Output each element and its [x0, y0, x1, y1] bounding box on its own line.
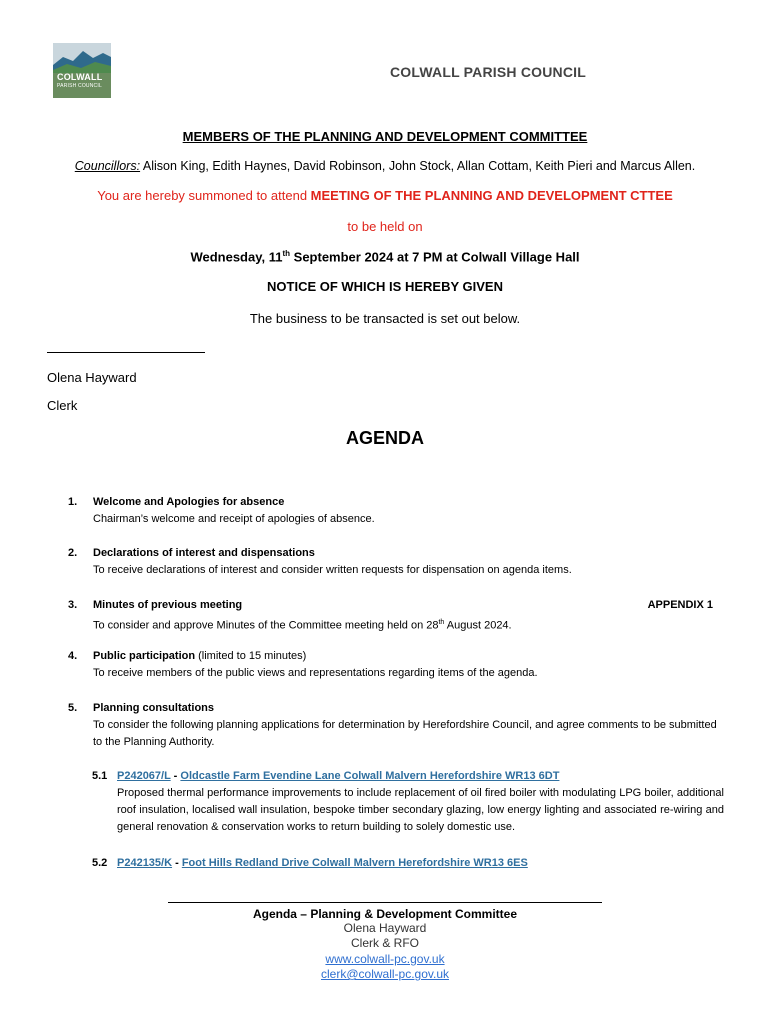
clerk-role: Clerk [47, 398, 78, 413]
application-ref-link[interactable]: P242135/K [117, 857, 173, 869]
application-description: Proposed thermal performance improvements to include replacement of oil fired boiler with modulating LPG boiler, additional roof insulation, localised wall insulation, bespoke timber secondary glazing, low energy lighting and associated re-wiring and general renovation & conservation works to return building to solely domestic use. [117, 787, 724, 833]
application-heading [117, 855, 724, 872]
agenda-item-5 [68, 700, 728, 751]
appendix-label: APPENDIX 1 [647, 599, 713, 611]
item-title: Public participation [93, 650, 196, 662]
date-sup: th [282, 249, 291, 258]
sub-item-number: 5.1 [92, 770, 108, 782]
agenda-item-1 [68, 494, 728, 528]
councillors-label: Councillors: [74, 159, 141, 173]
summons-intro: You are hereby summoned to attend [97, 188, 311, 203]
held-on: to be held on [347, 219, 423, 234]
council-name: COLWALL PARISH COUNCIL [390, 64, 586, 80]
footer-website-link[interactable]: www.colwall-pc.gov.uk [325, 952, 445, 966]
agenda-heading: AGENDA [345, 428, 424, 448]
separator: - [170, 770, 181, 782]
committee-title: MEMBERS OF THE PLANNING AND DEVELOPMENT COMMITTEE [182, 129, 588, 144]
item-title: Planning consultations [93, 702, 215, 714]
agenda-item-3 [68, 597, 728, 635]
application-heading [117, 768, 724, 785]
date-part: Wednesday, 11 [190, 249, 283, 265]
planning-application-5-2 [92, 855, 724, 872]
footer-divider [168, 902, 602, 903]
item-number: 1. [68, 496, 78, 508]
item-title: Welcome and Apologies for absence [93, 496, 285, 508]
clerk-name: Olena Hayward [47, 370, 137, 385]
notice-line: NOTICE OF WHICH IS HEREBY GIVEN [267, 279, 503, 294]
item-title-line [93, 648, 728, 665]
councillors-line [0, 159, 770, 173]
item-number: 3. [68, 599, 78, 611]
footer-role: Clerk & RFO [350, 936, 419, 950]
date-rest: September 2024 at 7 PM at Colwall Village Hall [290, 249, 580, 265]
item-text: To consider the following planning applications for determination by Herefordshire Council, and agree comments to be submitted to the Planning Authority. [93, 719, 717, 748]
item-title-note: (limited to 15 minutes) [195, 650, 307, 662]
item-text: To receive declarations of interest and consider written requests for dispensation on agenda items. [93, 564, 572, 576]
footer-email-link[interactable]: clerk@colwall-pc.gov.uk [321, 967, 449, 981]
meeting-date [0, 249, 770, 264]
separator: - [172, 857, 182, 869]
item-number: 2. [68, 547, 78, 559]
logo-text-sub: PARISH COUNCIL [57, 83, 102, 89]
item-number: 4. [68, 650, 78, 662]
footer-name: Olena Hayward [343, 921, 427, 935]
item-number: 5. [68, 702, 78, 714]
application-address-link[interactable]: Foot Hills Redland Drive Colwall Malvern Herefordshire WR13 6ES [181, 857, 528, 869]
application-address-link[interactable]: Oldcastle Farm Evendine Lane Colwall Malvern Herefordshire WR13 6DT [180, 770, 560, 782]
agenda-item-4 [68, 648, 728, 682]
planning-application-5-1 [92, 768, 724, 836]
item-text-rest: August 2024. [444, 619, 512, 632]
agenda-item-2 [68, 545, 728, 579]
item-text: Chairman’s welcome and receipt of apologies of absence. [93, 513, 375, 525]
item-text-part: To consider and approve Minutes of the Committee meeting held on 28 [93, 619, 439, 632]
item-title: Declarations of interest and dispensations [93, 547, 315, 559]
item-text-sup: th [438, 619, 445, 626]
business-line: The business to be transacted is set out below. [249, 311, 521, 326]
item-text: To receive members of the public views and representations regarding items of the agenda. [93, 667, 538, 679]
application-ref-link[interactable]: P242067/L [117, 770, 171, 782]
footer-title: Agenda – Planning & Development Committee [252, 907, 518, 921]
councillors-list: Alison King, Edith Haynes, David Robinson, John Stock, Allan Cottam, Keith Pieri and Marcus Allen. [140, 159, 696, 173]
signature-line [47, 352, 205, 353]
item-text [93, 614, 728, 635]
council-logo [53, 43, 111, 98]
meeting-name: MEETING OF THE PLANNING AND DEVELOPMENT CTTEE [310, 188, 673, 203]
item-title: Minutes of previous meeting [93, 599, 243, 611]
logo-text-main: COLWALL [57, 72, 103, 82]
summons-line [0, 188, 770, 203]
sub-item-number: 5.2 [92, 857, 108, 869]
